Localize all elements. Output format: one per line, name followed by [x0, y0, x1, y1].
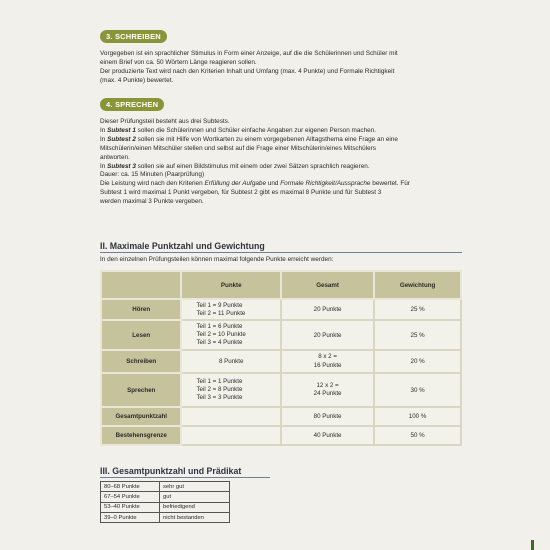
gewichtung-cell: 100 % — [374, 407, 461, 426]
punkte-line: Teil 1 = 1 Punkte — [196, 378, 243, 385]
subtest-label: Subtest 3 — [107, 162, 136, 170]
table-row-bestehensgrenze — [101, 426, 461, 445]
section-3-title: III. Gesamtpunktzahl und Prädikat — [100, 466, 242, 476]
text-line — [100, 127, 458, 136]
text-line: Dauer: ca. 15 Minuten (Paarprüfung) — [100, 171, 205, 179]
gesamt-cell: 80 Punkte — [281, 407, 374, 426]
table-row-sprechen — [101, 373, 461, 407]
row-label: Schreiben — [101, 350, 181, 373]
gewichtung-cell: 20 % — [374, 350, 461, 373]
table-row-lesen — [101, 320, 461, 350]
gesamt-cell: 20 Punkte — [281, 299, 374, 320]
table-row — [101, 492, 230, 502]
gesamt-cell — [281, 350, 374, 373]
text: Die Leistung wird nach den Kriterien — [100, 180, 205, 188]
range-cell: 67–54 Punkte — [101, 492, 160, 502]
text: In — [100, 162, 108, 170]
row-label: Hören — [101, 299, 181, 320]
schreiben-heading: 3. SCHREIBEN — [100, 30, 167, 43]
text: In — [100, 126, 108, 134]
grade-cell: befriedigend — [160, 502, 230, 512]
table-row — [101, 482, 230, 492]
punkte-line: Teil 3 = 4 Punkte — [196, 339, 243, 346]
text-line: (max. 4 Punkte) bewertet. — [100, 76, 174, 84]
grade-cell: sehr gut — [160, 482, 230, 492]
range-cell: 39–0 Punkte — [101, 512, 160, 522]
criterion: Formale Richtigkeit/Aussprache — [280, 180, 371, 188]
text: bewertet. Für — [370, 180, 410, 188]
criterion: Erfüllung der Aufgabe — [204, 180, 267, 188]
text-line: einem Brief von ca. 50 Wörtern Länge reagieren sollen. — [100, 58, 257, 66]
gesamt-line: 8 x 2 = — [318, 353, 337, 360]
gewichtung-cell: 25 % — [374, 320, 461, 350]
gewichtung-cell: 30 % — [374, 373, 461, 407]
table-row — [101, 502, 230, 512]
gesamt-line: 16 Punkte — [313, 361, 342, 369]
grade-cell: gut — [160, 492, 230, 502]
table-header-empty — [101, 271, 181, 299]
row-label: Sprechen — [101, 373, 181, 407]
row-label: Lesen — [101, 320, 181, 350]
text-line — [100, 163, 458, 172]
section-2-title: II. Maximale Punktzahl und Gewichtung — [100, 241, 265, 251]
grade-cell: nicht bestanden — [160, 512, 230, 522]
table-row-gesamtpunktzahl — [101, 407, 461, 426]
table-row-hoeren — [101, 299, 461, 320]
punkte-cell — [181, 299, 281, 320]
table-header-gesamt: Gesamt — [281, 271, 374, 299]
points-table — [100, 270, 462, 446]
punkte-cell-empty — [181, 426, 281, 445]
text: In — [100, 135, 108, 143]
text-line: antworten. — [100, 153, 130, 161]
gewichtung-cell: 50 % — [374, 426, 461, 445]
row-label: Gesamtpunktzahl — [101, 407, 181, 426]
punkte-cell: 8 Punkte — [181, 350, 281, 373]
section-2-intro: In den einzelnen Prüfungsteilen können maximal folgende Punkte erreicht werden: — [100, 256, 334, 263]
row-label: Bestehensgrenze — [101, 426, 181, 445]
page-edge-marker — [531, 540, 534, 550]
punkte-cell — [181, 320, 281, 350]
punkte-line: Teil 1 = 9 Punkte — [196, 301, 243, 309]
range-cell: 80–68 Punkte — [101, 482, 160, 492]
text-line: Dieser Prüfungsteil besteht aus drei Subtests. — [100, 118, 230, 125]
range-cell: 53–40 Punkte — [101, 502, 160, 512]
table-row — [101, 512, 230, 522]
punkte-line: Teil 2 = 11 Punkte — [196, 309, 246, 317]
grade-table — [100, 481, 230, 523]
gesamt-cell — [281, 373, 374, 407]
sprechen-text — [100, 118, 458, 207]
punkte-line: Teil 2 = 8 Punkte — [196, 386, 243, 393]
text-line: Subtest 1 wird maximal 1 Punkt vergeben, für Subtest 2 gibt es maximal 8 Punkte und für Subtest 3 — [100, 189, 382, 197]
schreiben-text — [100, 50, 458, 86]
divider — [100, 252, 462, 253]
divider — [100, 477, 270, 478]
gesamt-cell: 20 Punkte — [281, 320, 374, 350]
text-line — [100, 180, 458, 189]
gewichtung-cell: 25 % — [374, 299, 461, 320]
text-line: Der produzierte Text wird nach den Kriterien Inhalt und Umfang (max. 4 Punkte) und Formale Richtigkeit — [100, 67, 395, 75]
table-header-gewichtung: Gewichtung — [374, 271, 461, 299]
punkte-cell-empty — [181, 407, 281, 426]
text-line: Mitschülerin/einen Mitschüler stellen und selbst auf die Frage einer Mitschülerin/eines Mitschülers — [100, 144, 376, 152]
punkte-line: Teil 2 = 10 Punkte — [196, 331, 246, 338]
text-line — [100, 136, 458, 145]
subtest-label: Subtest 2 — [107, 135, 136, 143]
text: sollen sie mit Hilfe von Wortkarten zu einem vorgegebenen Alltagsthema eine Frage an eine — [135, 135, 398, 143]
table-header-punkte: Punkte — [181, 271, 281, 299]
punkte-cell — [181, 373, 281, 407]
text: und — [266, 180, 281, 188]
table-row-schreiben — [101, 350, 461, 373]
gesamt-cell: 40 Punkte — [281, 426, 374, 445]
text-line: werden maximal 3 Punkte vergeben. — [100, 198, 204, 206]
punkte-line: Teil 1 = 6 Punkte — [196, 323, 243, 330]
table-header-row — [101, 271, 461, 299]
text: sollen die Schülerinnen und Schüler einfache Angaben zur eigenen Person machen. — [135, 126, 377, 134]
text-line: Vorgegeben ist ein sprachlicher Stimulus in Form einer Anzeige, auf die die Schülerinnen und Schüler mit — [100, 50, 398, 57]
subtest-label: Subtest 1 — [107, 126, 136, 134]
punkte-line: Teil 3 = 3 Punkte — [196, 394, 243, 401]
text: sollen sie auf einen Bildstimulus mit einem oder zwei Sätzen sprachlich reagieren. — [135, 162, 370, 170]
sprechen-heading: 4. SPRECHEN — [100, 98, 164, 111]
gesamt-line: 24 Punkte — [313, 390, 342, 397]
gesamt-line: 12 x 2 = — [316, 381, 339, 389]
